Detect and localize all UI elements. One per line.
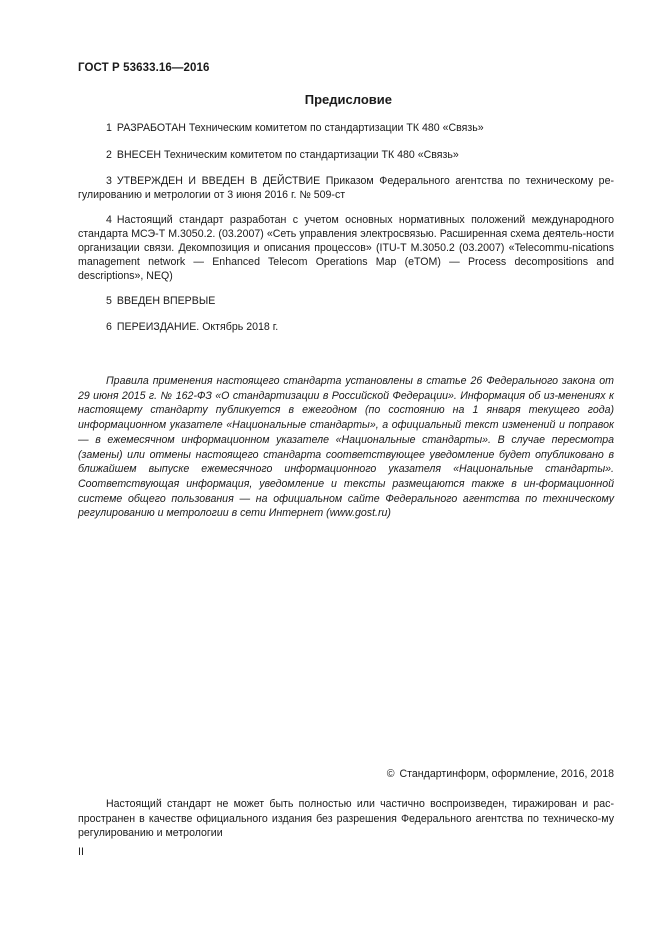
copyright-icon: © xyxy=(386,768,395,780)
copyright-text: Стандартинформ, оформление, 2016, 2018 xyxy=(399,768,614,780)
item-number: 1 xyxy=(106,122,112,134)
item-text: УТВЕРЖДЕН И ВВЕДЕН В ДЕЙСТВИЕ Приказом Федерального агентства по техническому ре-гулированию и метрологии от 3 июня 2016 г. № 509-ст xyxy=(78,175,614,201)
item-text: Настоящий стандарт разработан с учетом основных нормативных положений международного стандарта МСЭ-Т М.3050.2. (03.2007) «Сеть управления электросвязью. Расширенная схема деятель-ности организации связи. Декомпозиция и описания процессов» (ITU-T M.3050.2 (03.2007) «Telecommu-nications management network — Enhanced Telecom Operations Map (eTOM) — Process decompositions and descriptions», NEQ) xyxy=(78,214,614,282)
item-text: РАЗРАБОТАН Техническим комитетом по стандартизации ТК 480 «Связь» xyxy=(116,122,484,134)
foreword-item-1 xyxy=(78,121,614,135)
item-text: ПЕРЕИЗДАНИЕ. Октябрь 2018 г. xyxy=(116,321,279,333)
item-number: 6 xyxy=(106,321,112,333)
foreword-item-5 xyxy=(78,294,614,308)
foreword-item-6 xyxy=(78,320,614,334)
item-number: 5 xyxy=(106,295,112,307)
foreword-item-4 xyxy=(78,213,614,283)
item-number: 2 xyxy=(106,149,112,161)
standard-code: ГОСТ Р 53633.16—2016 xyxy=(78,62,210,74)
item-number: 4 xyxy=(106,214,112,226)
item-text: ВВЕДЕН ВПЕРВЫЕ xyxy=(116,295,216,307)
foreword-title: Предисловие xyxy=(304,92,392,107)
foreword-item-2 xyxy=(78,148,614,162)
page-number: II xyxy=(78,846,84,858)
item-number: 3 xyxy=(106,175,112,187)
application-rules-notice: Правила применения настоящего стандарта установлены в статье 26 Федерального закона от 29 июня 2015 г. № 162-ФЗ «О стандартизации в Российской Федерации». Информация об из-менениях к настоящему стандарту публикуется в ежегодном (по состоянию на 1 января текущего года) информационном указателе «Национальные стандарты», а официальный текст изменений и поправок — в ежемесячном информационном указателе «Национальные стандарты». В случае пересмотра (замены) или отмены настоящего стандарта соответствующее уведомление будет опубликовано в ближайшем выпуске ежемесячного информационного указателя «Национальные стандарты». Соответствующая информация, уведомление и тексты размещаются также в ин-формационной системе общего пользования — на официальном сайте Федерального агентства по техническому регулированию и метрологии в сети Интернет (www.gost.ru) xyxy=(78,375,614,520)
reproduction-notice: Настоящий стандарт не может быть полностью или частично воспроизведен, тиражирован и рас-пространен в качестве официального издания без разрешения Федерального агентства по техническо-му регулированию и метрологии xyxy=(78,798,614,839)
copyright-line xyxy=(78,768,614,780)
item-text: ВНЕСЕН Техническим комитетом по стандартизации ТК 480 «Связь» xyxy=(116,149,459,161)
foreword-item-3 xyxy=(78,174,614,202)
